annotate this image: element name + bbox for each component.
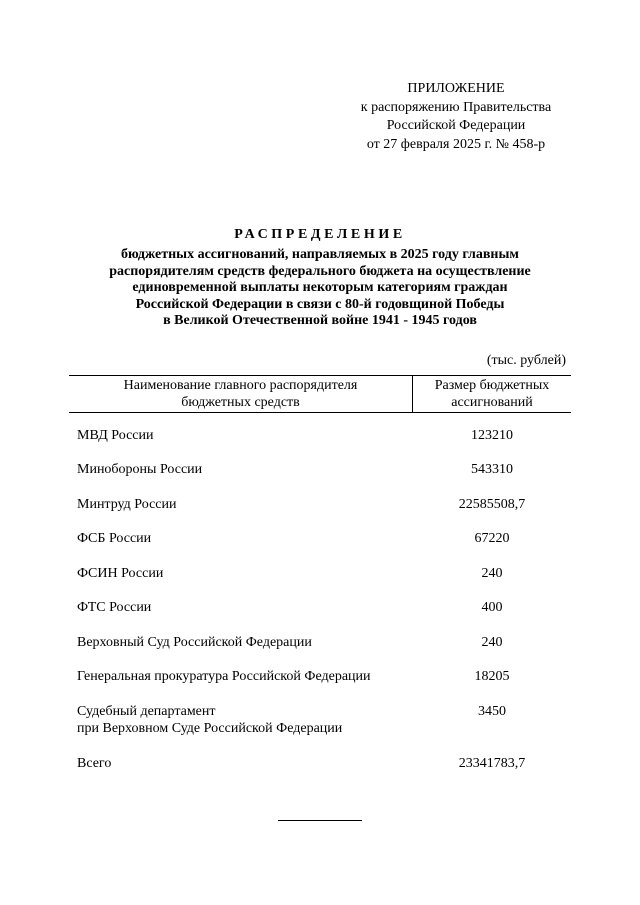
- allocation-amount: 543310: [471, 462, 513, 477]
- subtitle-line: распорядителям средств федерального бюджета на осуществление: [109, 263, 531, 279]
- header-amount-line: ассигнований: [451, 394, 533, 410]
- subtitle-line: Российской Федерации в связи с 80-й годовщиной Победы: [135, 296, 505, 312]
- recipient-name: Минобороны России: [77, 462, 203, 477]
- appendix-block: [330, 80, 582, 154]
- end-line: [278, 820, 362, 821]
- units-label: (тыс. рублей): [486, 353, 566, 368]
- allocation-amount: 123210: [471, 428, 513, 443]
- recipient-name: ФСИН России: [77, 566, 164, 581]
- allocation-amount: 240: [481, 635, 503, 650]
- recipient-name: МВД России: [77, 428, 154, 443]
- header-recipient-line: бюджетных средств: [181, 394, 300, 410]
- recipient-name: Верховный Суд Российской Федерации: [77, 635, 312, 650]
- recipient-name-line: при Верховном Суде Российской Федерации: [77, 721, 343, 736]
- header-recipient: [69, 378, 412, 411]
- total-label: Всего: [77, 756, 112, 771]
- subtitle-line: в Великой Отечественной войне 1941 - 1945 годов: [163, 313, 477, 329]
- recipient-name: [77, 703, 417, 737]
- allocation-amount: 240: [481, 566, 503, 581]
- allocation-amount: 22585508,7: [458, 497, 526, 512]
- appendix-government-line: Российской Федерации: [386, 118, 526, 133]
- allocation-amount: 3450: [478, 704, 506, 719]
- header-recipient-line: Наименование главного распорядителя: [123, 378, 358, 393]
- header-amount: [413, 378, 571, 411]
- recipient-name: ФТС России: [77, 600, 152, 615]
- recipient-name: Генеральная прокуратура Российской Федерации: [77, 669, 371, 684]
- table-header: [69, 375, 571, 413]
- recipient-name-line: Судебный департамент: [77, 704, 216, 719]
- total-amount: 23341783,7: [458, 756, 526, 771]
- recipient-name: ФСБ России: [77, 531, 152, 546]
- appendix-date-number: от 27 февраля 2025 г. № 458-р: [366, 136, 546, 152]
- allocation-amount: 67220: [474, 531, 510, 546]
- recipient-name: Минтруд России: [77, 497, 177, 512]
- header-amount-line: Размер бюджетных: [434, 378, 550, 393]
- subtitle-line: единовременной выплаты некоторым категориям граждан: [132, 280, 508, 296]
- appendix-title: ПРИЛОЖЕНИЕ: [407, 81, 505, 96]
- subtitle-line: бюджетных ассигнований, направляемых в 2025 году главным: [121, 247, 519, 262]
- allocation-amount: 18205: [474, 669, 510, 684]
- appendix-order-line: к распоряжению Правительства: [360, 99, 552, 115]
- document-heading: РАСПРЕДЕЛЕНИЕ: [234, 227, 406, 242]
- allocation-amount: 400: [481, 600, 503, 615]
- document-subtitle: [60, 247, 580, 330]
